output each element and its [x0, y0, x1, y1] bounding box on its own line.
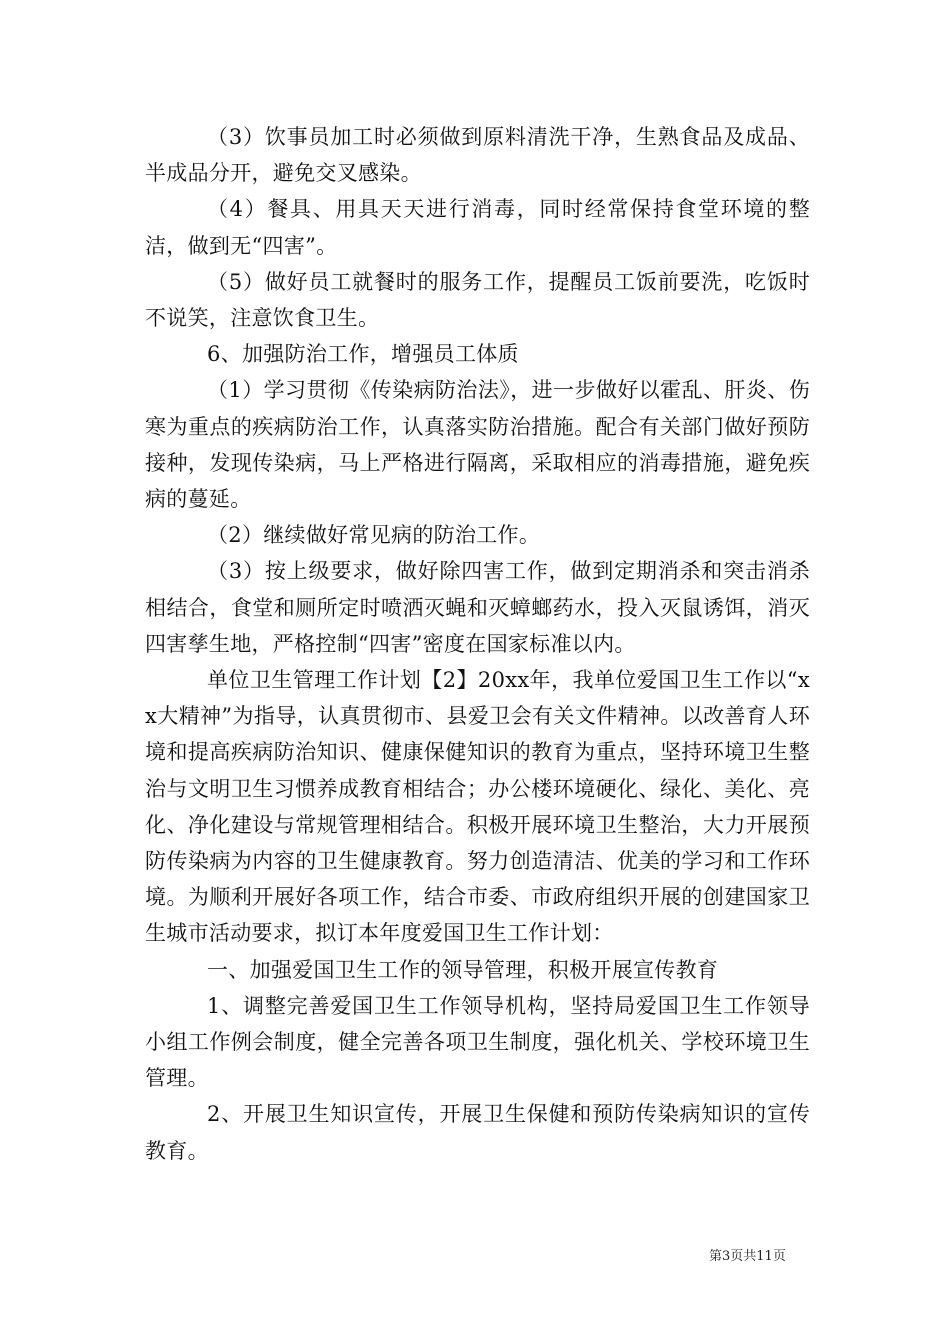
paragraph-work-plan-intro: 单位卫生管理工作计划【2】20xx年，我单位爱国卫生工作以“xx大精神”为指导，认真贯彻市、县爱卫会有关文件精神。以改善育人环境和提高疾病防治知识、健康保健知识的教育为重点，坚持环境卫生整治与文明卫生习惯养成教育相结合；办公楼环境硬化、绿化、美化、亮化、净化建设与常规管理相结合。积极开展环境卫生整治，大力开展预防传染病为内容的卫生健康教育。努力创造清洁、优美的学习和工作环境。为顺利开展好各项工作，结合市委、市政府组织开展的创建国家卫生城市活动要求，拟订本年度爱国卫生工作计划： — [145, 668, 810, 946]
page-number-footer: 第3页共11页 — [709, 1249, 786, 1264]
paragraph-disease-prevention-law: （1）学习贯彻《传染病防治法》，进一步做好以霍乱、肝炎、伤寒为重点的疾病防治工作，认真落实防治措施。配合有关部门做好预防接种，发现传染病，马上严格进行隔离，采取相应的消毒措施，避免疾病的蔓延。 — [145, 378, 810, 512]
paragraph-tableware-disinfection: （4）餐具、用具天天进行消毒，同时经常保持食堂环境的整洁，做到无“四害”。 — [145, 197, 810, 258]
paragraph-common-diseases: （2）继续做好常见病的防治工作。 — [207, 523, 541, 548]
section-heading-leadership: 一、加强爱国卫生工作的领导管理，积极开展宣传教育 — [207, 957, 719, 982]
section-heading-prevention: 6、加强防治工作，增强员工体质 — [207, 342, 519, 367]
paragraph-dining-service: （5）做好员工就餐时的服务工作，提醒员工饭前要洗，吃饭时不说笑，注意饮食卫生。 — [145, 269, 810, 331]
document-body — [145, 119, 810, 1169]
paragraph-four-pests: （3）按上级要求，做好除四害工作，做到定期消杀和突击消杀相结合，食堂和厕所定时喷洒灭蝇和灭蟑螂药水，投入灭鼠诱饵，消灭四害孳生地，严格控制“四害”密度在国家标准以内。 — [145, 559, 810, 656]
paragraph-health-education: 2、开展卫生知识宣传，开展卫生保健和预防传染病知识的宣传教育。 — [145, 1102, 810, 1163]
paragraph-leadership-organization: 1、调整完善爱国卫生工作领导机构，坚持局爱国卫生工作领导小组工作例会制度，健全完善各项卫生制度，强化机关、学校环境卫生管理。 — [145, 993, 810, 1091]
paragraph-hygiene-processing: （3）饮事员加工时必须做到原料清洗干净，生熟食品及成品、半成品分开，避免交叉感染。 — [145, 125, 810, 186]
